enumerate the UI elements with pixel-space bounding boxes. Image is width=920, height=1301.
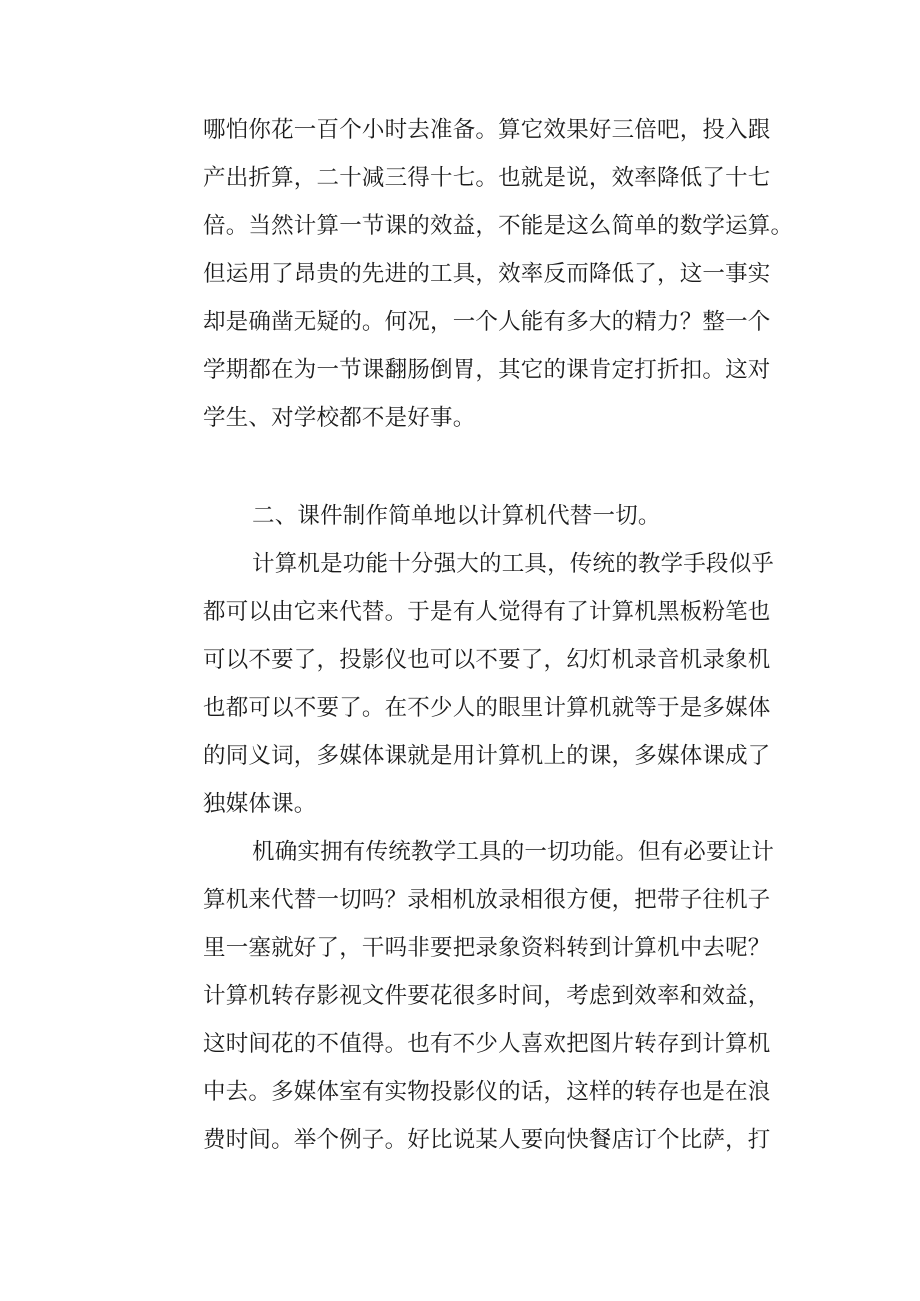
paragraph-line: 可以不要了，投影仪也可以不要了，幻灯机录音机录象机 [203, 647, 771, 673]
paragraph-line: 机确实拥有传统教学工具的一切功能。但有必要让计 [252, 839, 775, 865]
paragraph-line: 的同义词，多媒体课就是用计算机上的课，多媒体课成了 [203, 743, 771, 769]
paragraph-line: 费时间。举个例子。好比说某人要向快餐店订个比萨，打 [203, 1127, 771, 1153]
section-heading: 二、课件制作简单地以计算机代替一切。 [252, 503, 661, 529]
paragraph-line: 中去。多媒体室有实物投影仪的话，这样的转存也是在浪 [203, 1079, 771, 1105]
paragraph-line: 里一塞就好了，干吗非要把录象资料转到计算机中去呢？ [203, 935, 771, 961]
paragraph-line: 但运用了昂贵的先进的工具，效率反而降低了，这一事实 [203, 261, 771, 287]
paragraph-line: 哪怕你花一百个小时去准备。算它效果好三倍吧，投入跟 [203, 117, 771, 143]
paragraph-line: 计算机转存影视文件要花很多时间，考虑到效率和效益， [203, 983, 771, 1009]
paragraph-line: 产出折算，二十减三得十七。也就是说，效率降低了十七 [203, 165, 771, 191]
paragraph-line: 独媒体课。 [203, 791, 317, 817]
paragraph-line: 这时间花的不值得。也有不少人喜欢把图片转存到计算机 [203, 1031, 771, 1057]
paragraph-line: 倍。当然计算一节课的效益，不能是这么简单的数学运算。 [203, 213, 794, 239]
paragraph-line: 都可以由它来代替。于是有人觉得有了计算机黑板粉笔也 [203, 599, 771, 625]
paragraph-line: 计算机是功能十分强大的工具，传统的教学手段似乎 [252, 551, 775, 577]
paragraph-line: 学期都在为一节课翻肠倒胃，其它的课肯定打折扣。这对 [203, 357, 771, 383]
paragraph-line: 也都可以不要了。在不少人的眼里计算机就等于是多媒体 [203, 695, 771, 721]
paragraph-line: 学生、对学校都不是好事。 [203, 405, 476, 431]
paragraph-line: 却是确凿无疑的。何况，一个人能有多大的精力？整一个 [203, 309, 771, 335]
paragraph-line: 算机来代替一切吗？录相机放录相很方便，把带子往机子 [203, 887, 771, 913]
